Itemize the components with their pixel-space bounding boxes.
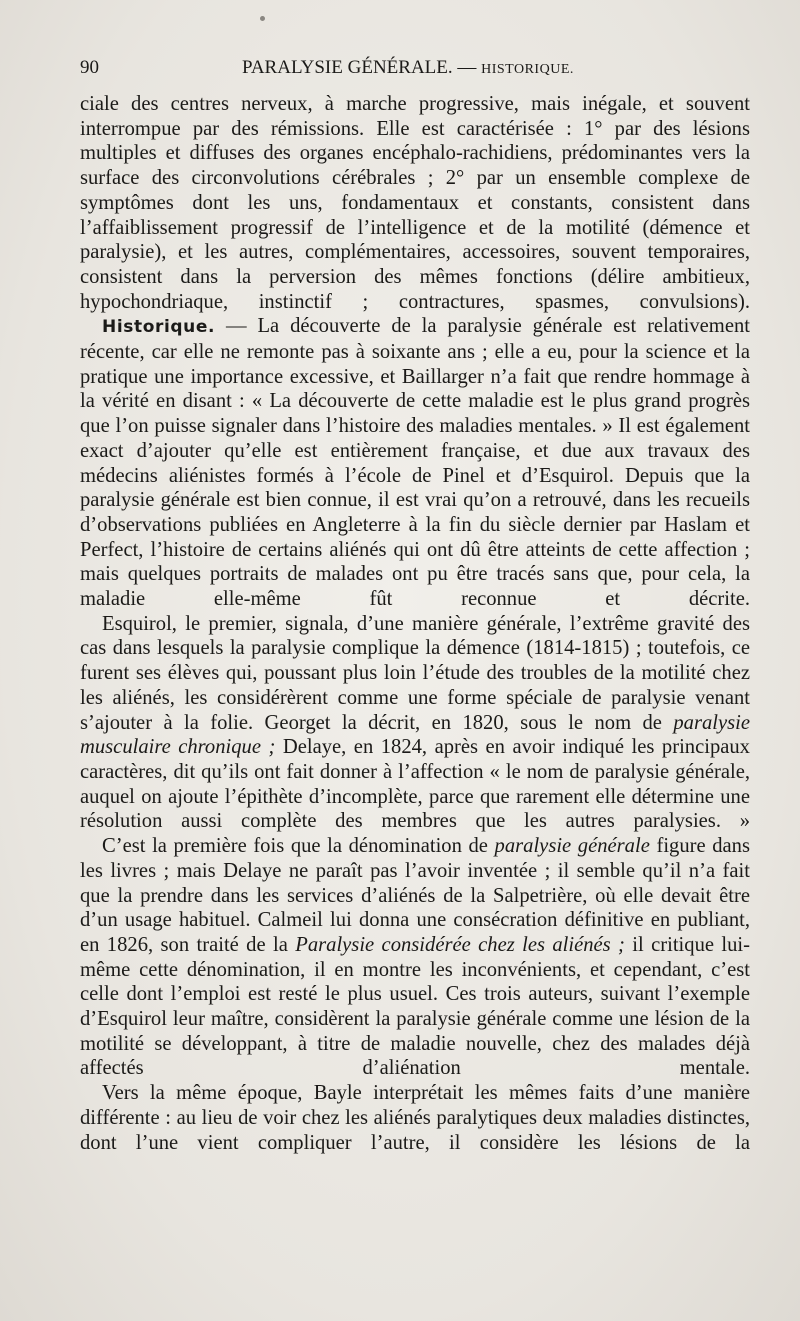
paragraph-bayle [80, 1081, 750, 1155]
paragraph-text: ciale des centres nerveux, à marche progressive, mais inégale, et souvent interrompue par des rémissions. Elle est caractérisée : 1° par des lésions multiples et diffuses des organes encéphalo-rachidiens, prédominantes vers la surface des circonvolutions cérébrales ; 2° par un ensemble complexe de symptômes dont les uns, fondamentaux et constants, consistent dans l’affaiblissement progressif de l’intelligence et de la motilité (démence et paralysie), et les autres, complémentaires, accessoires, souvent temporaires, consistent dans la perversion des mêmes fonctions (délire ambitieux, hypochondriaque, instinctif ; contractures, spasmes, convulsions). [80, 93, 750, 313]
body-text [80, 92, 750, 1155]
running-head-title: PARALYSIE GÉNÉRALE. [242, 57, 453, 78]
section-heading: Historique. [102, 317, 216, 338]
paragraph-text: Delaye, en 1824, après en avoir indiqué les principaux caractères, dit qu’ils ont fait donner à l’affection « le nom de paralysie générale, auquel on ajoute l’épithète d’incomplète, parce que rarement elle détermine une résolution aussi complète des membres que les autres paralysies. » [80, 736, 750, 833]
page-header [80, 57, 750, 87]
paragraph-text: C’est la première fois que la dénomination de [102, 835, 488, 858]
paragraph-text: figure dans les livres ; mais Delaye ne paraît pas l’avoir inventée ; il semble qu’il n’a fait que la prendre dans les services d’aliénés de la Salpetrière, où elle devait être d’un usage habituel. Calmeil lui donna une consécration définitive en publiant, en 1826, son traité de la [80, 835, 750, 956]
paragraph-denomination [80, 834, 750, 1081]
paragraph-text: Vers la même époque, Bayle interprétait les mêmes faits d’une manière différente : au lieu de voir chez les aliénés paralytiques deux maladies distinctes, dont l’une vient compliquer l’autre, il considère les lésions de la [80, 1082, 750, 1154]
paragraph-continuation [80, 92, 750, 314]
paragraph-text: il critique lui-même cette dénomination, il en montre les inconvénients, et cependant, c’est celle dont l’emploi est resté le plus usuel. Ces trois auteurs, suivant l’exemple d’Esquirol leur maître, considèrent la paralysie générale comme une lésion de la motilité se développant, à titre de maladie nouvelle, chez des malades déjà affectés d’aliénation mentale. [80, 933, 750, 1080]
italic-term: paralysie musculaire chronique ; [80, 711, 750, 759]
running-head-separator: — [457, 57, 477, 78]
running-head [242, 57, 574, 79]
paragraph-historique [80, 314, 750, 611]
running-head-section: HISTORIQUE. [481, 62, 574, 77]
italic-book-title: Paralysie considérée chez les aliénés ; [295, 933, 625, 956]
page-number: 90 [80, 57, 99, 78]
paragraph-esquirol [80, 612, 750, 834]
italic-term: paralysie générale [494, 835, 650, 858]
paragraph-text: — La découverte de la paralysie générale est relativement récente, car elle ne remonte pas à soixante ans ; elle a eu, pour la science et la pratique une importance excessive, et Baillarger n’a fait que rendre hommage à la vérité en disant : « La découverte de cette maladie est le plus grand progrès que l’on puisse signaler dans l’histoire des maladies mentales. » Il est également exact d’ajouter qu’elle est entièrement française, et due aux travaux des médecins aliénistes formés à l’école de Pinel et d’Esquirol. Depuis que la paralysie générale est bien connue, il est vrai qu’on a retrouvé, dans les recueils d’observations publiées en Angleterre à la fin du siècle dernier par Haslam et Perfect, l’histoire de certains aliénés qui ont dû être atteints de cette affection ; mais quelques portraits de malades ont pu être tracés sans que, pour cela, la maladie elle-même fût reconnue et décrite. [80, 315, 750, 611]
paragraph-text: Esquirol, le premier, signala, d’une manière générale, l’extrême gravité des cas dans lesquels la paralysie complique la démence (1814-1815) ; toutefois, ce furent ses élèves qui, poussant plus loin l’étude des troubles de la motilité chez les aliénés, les considérèrent comme une forme spéciale de paralysie venant s’ajouter à la folie. Georget la décrit, en 1820, sous le nom de [80, 612, 750, 734]
ink-speck [260, 16, 265, 21]
